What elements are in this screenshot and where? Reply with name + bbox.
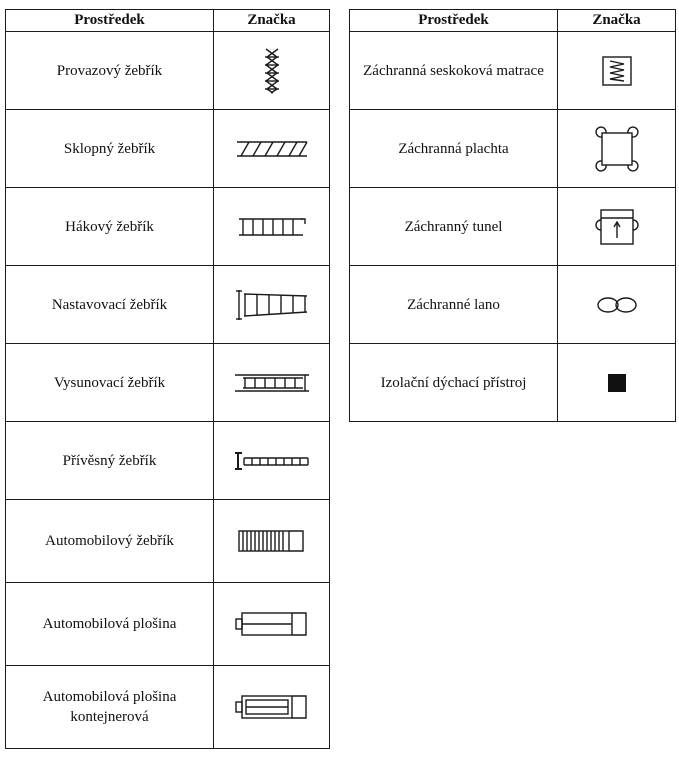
table-row bbox=[6, 500, 330, 583]
row-label: Záchranné lano bbox=[350, 266, 558, 344]
row-label: Provazový žebřík bbox=[6, 32, 214, 110]
header-means: Prostředek bbox=[350, 10, 558, 32]
row-label: Automobilový žebřík bbox=[6, 500, 214, 583]
sliding-ladder-icon bbox=[214, 344, 330, 422]
table-row bbox=[6, 110, 330, 188]
trailer-ladder-icon bbox=[214, 422, 330, 500]
breathing-apparatus-icon bbox=[558, 344, 676, 422]
aerial-platform-icon bbox=[214, 583, 330, 666]
table-row bbox=[350, 344, 676, 422]
row-label: Vysunovací žebřík bbox=[6, 344, 214, 422]
header-symbol: Značka bbox=[214, 10, 330, 32]
hook-ladder-icon bbox=[214, 188, 330, 266]
header-means: Prostředek bbox=[6, 10, 214, 32]
table-row bbox=[6, 583, 330, 666]
row-label: Záchranný tunel bbox=[350, 188, 558, 266]
table-row bbox=[350, 110, 676, 188]
row-label: Záchranná seskoková matrace bbox=[350, 32, 558, 110]
table-row bbox=[6, 32, 330, 110]
row-label: Přívěsný žebřík bbox=[6, 422, 214, 500]
table-row bbox=[350, 32, 676, 110]
row-label: Hákový žebřík bbox=[6, 188, 214, 266]
row-label: Nastavovací žebřík bbox=[6, 266, 214, 344]
table-row bbox=[6, 422, 330, 500]
table-row bbox=[6, 266, 330, 344]
vehicle-ladder-icon bbox=[214, 500, 330, 583]
row-label: Sklopný žebřík bbox=[6, 110, 214, 188]
header-symbol: Značka bbox=[558, 10, 676, 32]
container-platform-icon bbox=[214, 666, 330, 749]
folding-ladder-icon bbox=[214, 110, 330, 188]
jump-cushion-icon bbox=[558, 32, 676, 110]
table-row bbox=[350, 266, 676, 344]
table-row bbox=[6, 188, 330, 266]
symbols-table-left bbox=[5, 9, 330, 749]
table-header bbox=[350, 10, 676, 32]
table-row bbox=[6, 666, 330, 749]
row-label: Záchranná plachta bbox=[350, 110, 558, 188]
table-header bbox=[6, 10, 330, 32]
extension-ladder-icon bbox=[214, 266, 330, 344]
row-label: Izolační dýchací přístroj bbox=[350, 344, 558, 422]
table-row bbox=[6, 344, 330, 422]
rescue-tunnel-icon bbox=[558, 188, 676, 266]
row-label: Automobilová plošina bbox=[6, 583, 214, 666]
rope-ladder-icon bbox=[214, 32, 330, 110]
rescue-rope-icon bbox=[558, 266, 676, 344]
table-row bbox=[350, 188, 676, 266]
row-label: Automobilová plošina kontejnerová bbox=[6, 666, 214, 749]
symbols-table-right bbox=[349, 9, 676, 422]
rescue-sheet-icon bbox=[558, 110, 676, 188]
